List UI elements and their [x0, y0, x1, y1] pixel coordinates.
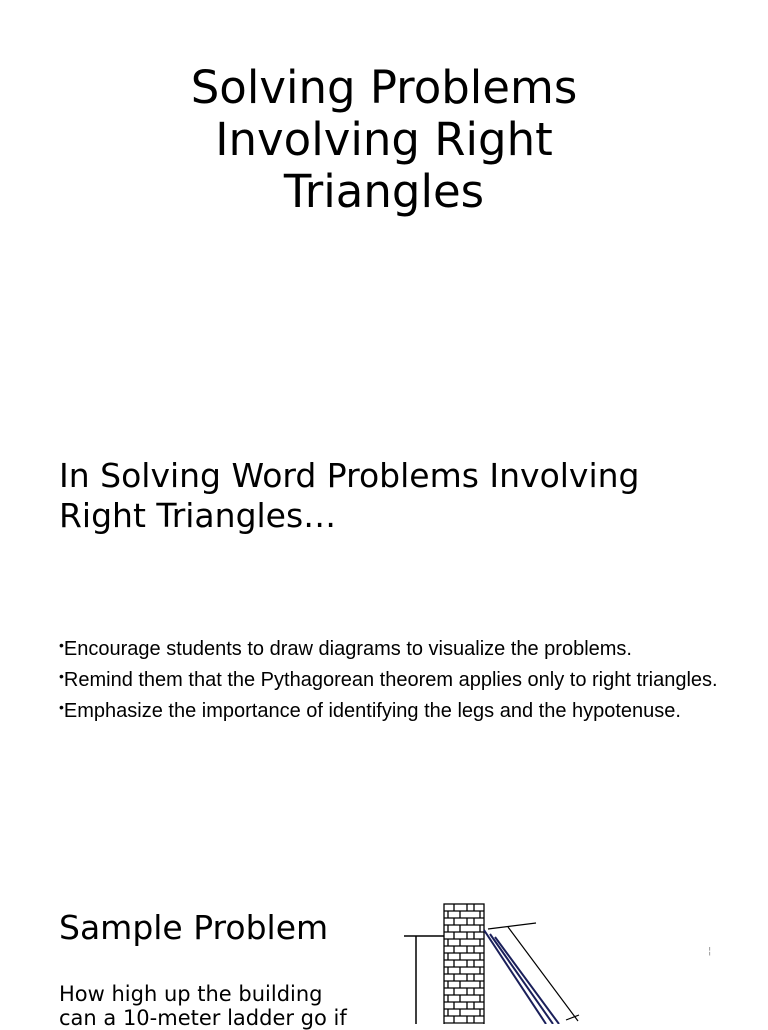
section-heading — [59, 456, 739, 536]
section-heading-line: In Solving Word Problems Involving — [59, 456, 640, 495]
problem-text-line: can a 10-meter ladder go if — [59, 1006, 347, 1030]
title-line: Triangles — [283, 165, 485, 218]
bullet-list — [59, 632, 739, 725]
bullet-icon: • — [59, 699, 64, 715]
sample-problem-heading: Sample Problem — [59, 908, 329, 947]
page-title — [0, 62, 768, 218]
ladder-icon — [484, 930, 559, 1024]
height-marker — [404, 936, 444, 1024]
title-line: Involving Right — [215, 113, 553, 166]
building-ladder-illustration — [396, 896, 726, 1024]
bullet-text: Encourage students to draw diagrams to visualize the problems. — [63, 638, 632, 660]
bullet-text: Remind them that the Pythagorean theorem applies only to right triangles. — [63, 669, 718, 691]
title-line: Solving Problems — [190, 61, 578, 114]
bullet-text: Emphasize the importance of identifying the legs and the hypotenuse. — [63, 700, 681, 722]
sample-problem-text — [59, 982, 389, 1030]
problem-text-line: How high up the building — [59, 982, 323, 1006]
stray-mark: ¦ — [708, 946, 712, 957]
bullet-icon: • — [59, 668, 64, 684]
section-heading-line: Right Triangles… — [59, 496, 337, 535]
list-item — [59, 663, 739, 694]
bullet-icon: • — [59, 637, 64, 653]
building-icon — [444, 904, 484, 1024]
list-item — [59, 632, 739, 663]
list-item — [59, 694, 739, 725]
